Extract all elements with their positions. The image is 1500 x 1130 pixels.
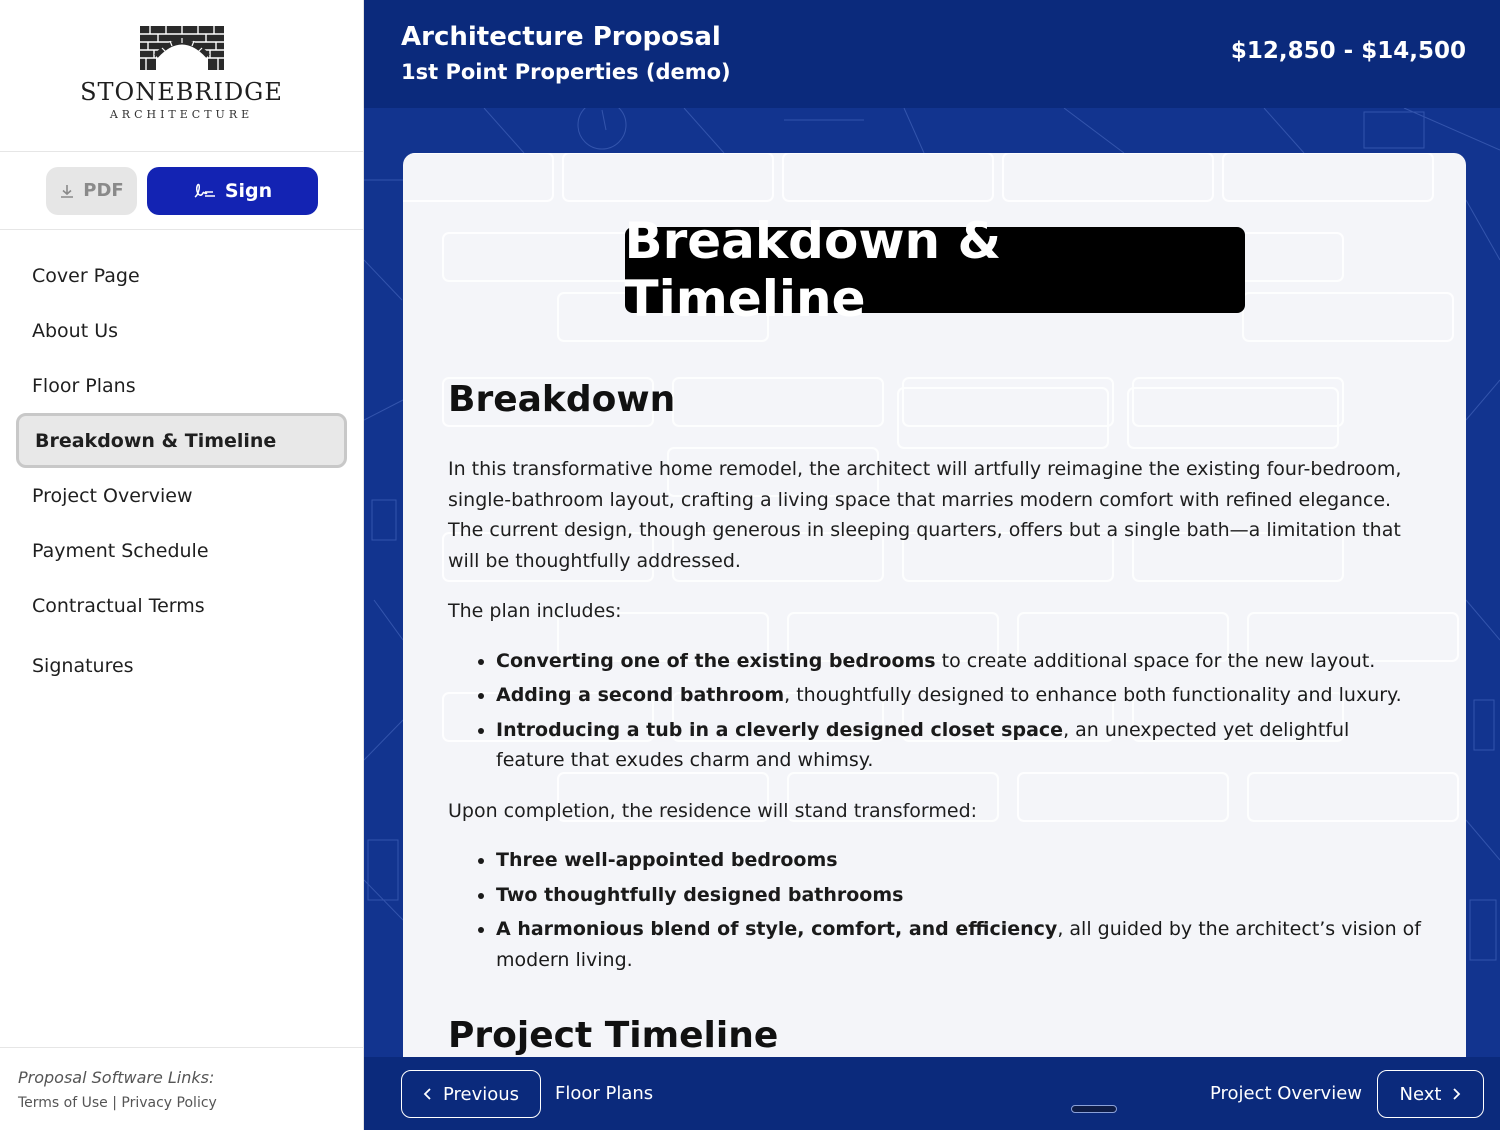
timeline-heading: Project Timeline xyxy=(448,1015,779,1056)
footer-links xyxy=(18,1095,363,1111)
main-area xyxy=(364,0,1500,1130)
breakdown-heading: Breakdown xyxy=(448,379,676,420)
list-item: • Introducing a tub in a cleverly designed closet space, an unexpected yet delightful feature that exudes charm and whimsy. xyxy=(496,715,1421,776)
page-navigation xyxy=(364,1057,1500,1130)
section-banner: Breakdown & Timeline xyxy=(625,227,1245,313)
nav-item-payment-schedule[interactable]: Payment Schedule xyxy=(32,539,209,562)
previous-page-name[interactable]: Floor Plans xyxy=(555,1083,654,1104)
previous-button[interactable] xyxy=(401,1070,541,1118)
intro-paragraph: In this transformative home remodel, the architect will artfully reimagine the existing four-bedroom, single-bathroom layout, crafting a living space that marries modern comfort with refined elegance. The current design, though generous in sleeping quarters, offers but a single bath—a limitation that will be thoughtfully addressed. xyxy=(448,458,1402,572)
download-icon xyxy=(59,183,75,199)
content-card xyxy=(403,153,1466,1058)
previous-label: Previous xyxy=(442,1083,520,1105)
list-item: • Converting one of the existing bedrooms to create additional space for the new layout. xyxy=(496,646,1421,677)
privacy-link[interactable]: Privacy Policy xyxy=(121,1095,217,1111)
completion-list xyxy=(448,845,1421,975)
next-label: Next xyxy=(1399,1083,1442,1105)
sign-label: Sign xyxy=(224,179,273,202)
proposal-title: Architecture Proposal xyxy=(401,22,721,52)
download-pdf-button[interactable] xyxy=(46,167,137,215)
footer-links-title: Proposal Software Links: xyxy=(18,1068,215,1087)
action-bar xyxy=(0,152,363,230)
list-item: • Three well-appointed bedrooms xyxy=(496,845,1421,876)
list-item: • Two thoughtfully designed bathrooms xyxy=(496,880,1421,911)
plan-intro: The plan includes: xyxy=(448,600,622,622)
completion-intro: Upon completion, the residence will stand transformed: xyxy=(448,799,978,822)
pdf-label: PDF xyxy=(83,180,124,201)
chevron-right-icon xyxy=(1451,1087,1461,1101)
chevron-left-icon xyxy=(423,1087,433,1101)
list-item: • Adding a second bathroom, thoughtfully designed to enhance both functionality and luxury. xyxy=(496,680,1421,711)
nav-item-project-overview[interactable]: Project Overview xyxy=(32,484,193,507)
nav-item-breakdown-timeline[interactable]: Breakdown & Timeline xyxy=(16,413,347,468)
terms-link[interactable]: Terms of Use xyxy=(18,1095,108,1111)
stone-arch-icon xyxy=(140,26,224,70)
footer-separator: | xyxy=(112,1095,117,1111)
client-name: 1st Point Properties (demo) xyxy=(401,60,731,84)
brand-logo xyxy=(0,0,363,152)
signature-icon xyxy=(193,182,217,200)
brand-name: STONEBRIDGE xyxy=(80,78,283,106)
sidebar xyxy=(0,0,364,1130)
list-item: • A harmonious blend of style, comfort, and efficiency, all guided by the architect’s vision of modern living. xyxy=(496,914,1421,975)
card-content xyxy=(403,153,1466,1056)
nav-item-contractual-terms[interactable]: Contractual Terms xyxy=(32,594,205,617)
next-page-name[interactable]: Project Overview xyxy=(1209,1083,1362,1104)
plan-list xyxy=(448,646,1421,776)
sign-button[interactable] xyxy=(147,167,318,215)
sidebar-footer xyxy=(0,1047,363,1130)
brand-subtitle: ARCHITECTURE xyxy=(109,108,254,121)
nav-item-floor-plans[interactable]: Floor Plans xyxy=(32,374,136,397)
next-button[interactable] xyxy=(1377,1070,1484,1118)
nav-item-signatures[interactable]: Signatures xyxy=(32,654,134,677)
scroll-handle[interactable] xyxy=(1071,1105,1117,1113)
nav-item-about-us[interactable]: About Us xyxy=(32,319,119,342)
section-nav xyxy=(0,230,363,693)
nav-item-cover-page[interactable]: Cover Page xyxy=(32,264,140,287)
price-range: $12,850 - $14,500 xyxy=(1230,38,1466,64)
proposal-header xyxy=(364,0,1500,108)
